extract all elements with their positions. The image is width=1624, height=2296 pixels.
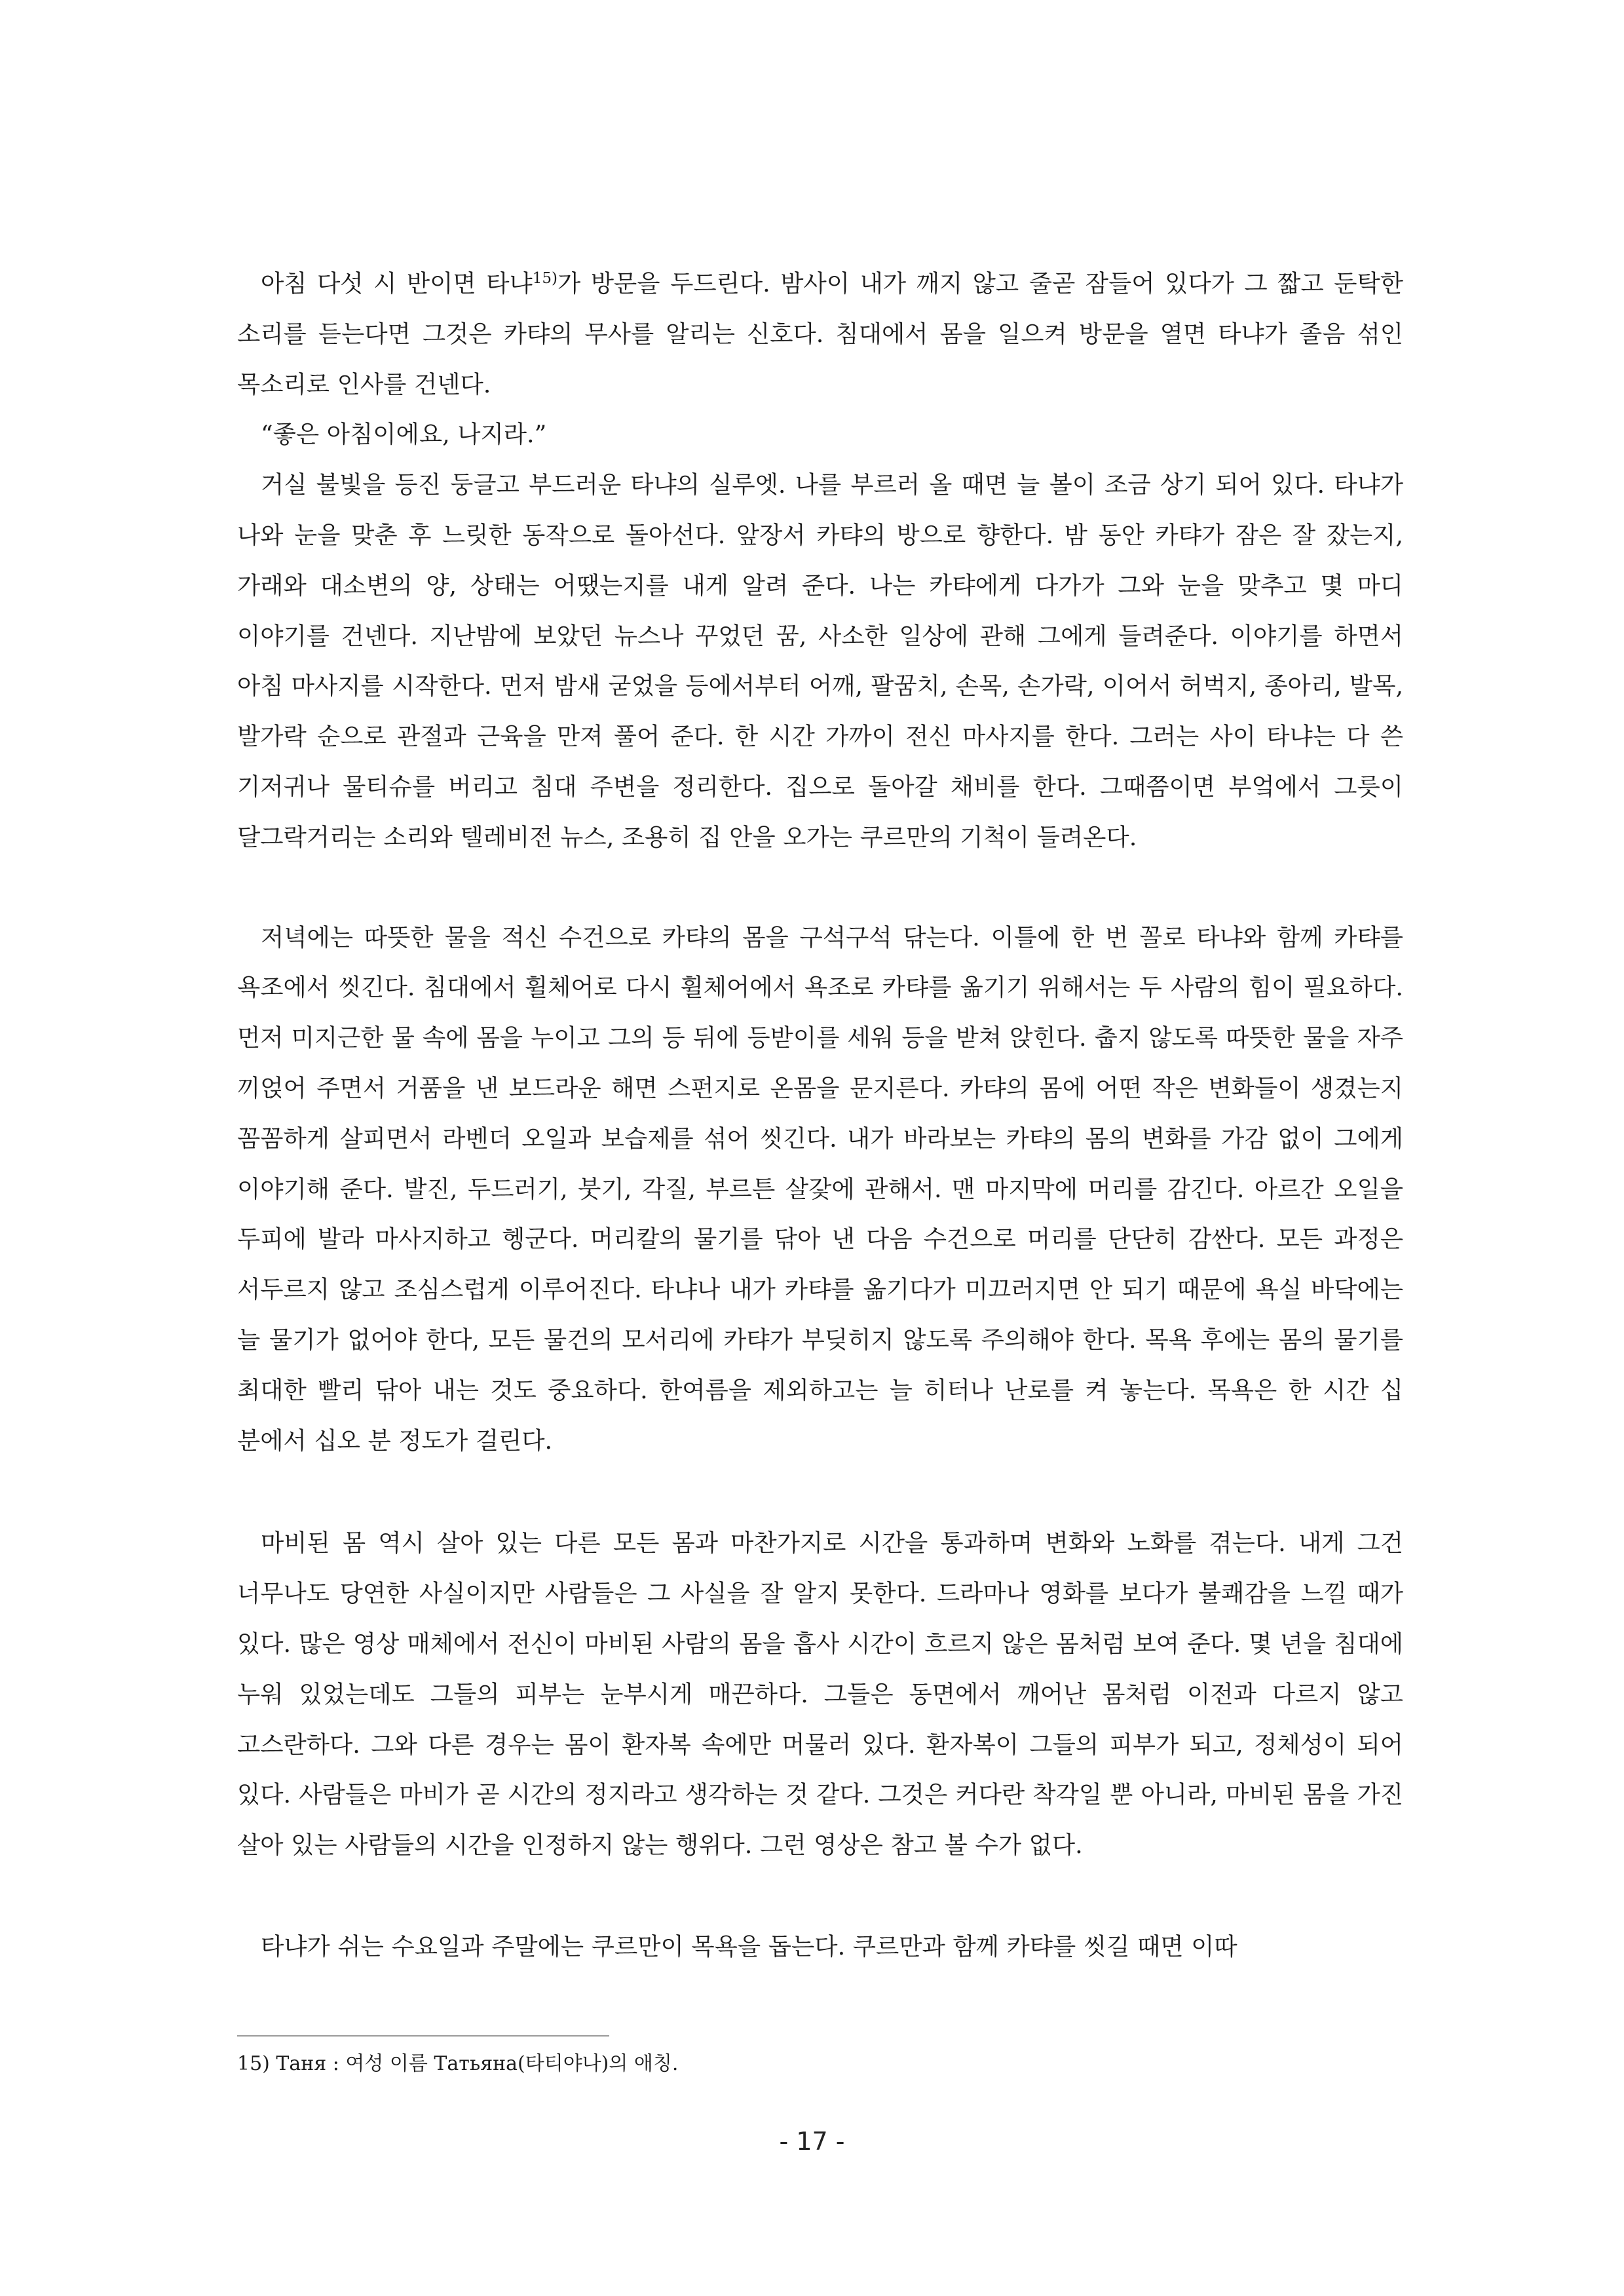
body-text xyxy=(237,259,1403,1972)
footnote-reference: 15) xyxy=(532,270,557,287)
paragraph-6: 타냐가 쉬는 수요일과 주말에는 쿠르만이 목욕을 돕는다. 쿠르만과 함께 카탸를 씻길 때면 이따 xyxy=(261,1932,1237,1961)
paragraph-3: 거실 불빛을 등진 둥글고 부드러운 타냐의 실루엣. 나를 부르러 올 때면 늘 볼이 조금 상기 되어 있다. 타냐가 나와 눈을 맞춘 후 느릿한 동작으로 돌아선다. 앞장서 카탸의 방으로 향한다. 밤 동안 카탸가 잠은 잘 잤는지, 가래와 대소변의 양, 상태는 어땠는지를 내게 알려 준다. 나는 카탸에게 다가가 그와 눈을 맞추고 몇 마디 이야기를 건넨다. 지난밤에 보았던 뉴스나 꾸었던 꿈, 사소한 일상에 관해 그에게 들려준다. 이야기를 하면서 아침 마사지를 시작한다. 먼저 밤새 굳었을 등에서부터 어깨, 팔꿈치, 손목, 손가락, 이어서 허벅지, 종아리, 발목, 발가락 순으로 관절과 근육을 만져 풀어 준다. 한 시간 가까이 전신 마사지를 한다. 그러는 사이 타냐는 다 쓴 기저귀나 물티슈를 버리고 침대 주변을 정리한다. 집으로 돌아갈 채비를 한다. 그때쯤이면 부엌에서 그릇이 달그락거리는 소리와 텔레비전 뉴스, 조용히 집 안을 오가는 쿠르만의 기척이 들려온다. xyxy=(237,470,1403,851)
paragraph-1-before-ref: 아침 다섯 시 반이면 타냐 xyxy=(261,269,533,297)
paragraph-1-after-ref: 가 방문을 두드린다. 밤사이 내가 깨지 않고 줄곧 잠들어 있다가 그 짧고 둔탁한 소리를 듣는다면 그것은 카탸의 무사를 알리는 신호다. 침대에서 몸을 일으켜 방문을 열면 타냐가 졸음 섞인 목소리로 인사를 건넨다. xyxy=(237,269,1404,398)
page-number: - 17 - xyxy=(779,2127,845,2156)
paragraph-4: 저녁에는 따뜻한 물을 적신 수건으로 카탸의 몸을 구석구석 닦는다. 이틀에 한 번 꼴로 타냐와 함께 카탸를 욕조에서 씻긴다. 침대에서 휠체어로 다시 휠체어에서 욕조로 카탸를 옮기기 위해서는 두 사람의 힘이 필요하다. 먼저 미지근한 물 속에 몸을 누이고 그의 등 뒤에 등받이를 세워 등을 받쳐 앉힌다. 춥지 않도록 따뜻한 물을 자주 끼얹어 주면서 거품을 낸 보드라운 해면 스펀지로 온몸을 문지른다. 카탸의 몸에 어떤 작은 변화들이 생겼는지 꼼꼼하게 살피면서 라벤더 오일과 보습제를 섞어 씻긴다. 내가 바라보는 카탸의 몸의 변화를 가감 없이 그에게 이야기해 준다. 발진, 두드러기, 붓기, 각질, 부르튼 살갗에 관해서. 맨 마지막에 머리를 감긴다. 아르간 오일을 두피에 발라 마사지하고 헹군다. 머리칼의 물기를 닦아 낸 다음 수건으로 머리를 단단히 감싼다. 모든 과정은 서두르지 않고 조심스럽게 이루어진다. 타냐나 내가 카탸를 옮기다가 미끄러지면 안 되기 때문에 욕실 바닥에는 늘 물기가 없어야 한다, 모든 물건의 모서리에 카탸가 부딪히지 않도록 주의해야 한다. 목욕 후에는 몸의 물기를 최대한 빨리 닦아 내는 것도 중요하다. 한여름을 제외하고는 늘 히터나 난로를 켜 놓는다. 목욕은 한 시간 십 분에서 십오 분 정도가 걸린다. xyxy=(237,923,1403,1455)
footnote-divider xyxy=(237,2035,609,2037)
paragraph-1 xyxy=(237,259,1403,410)
paragraph-5: 마비된 몸 역시 살아 있는 다른 모든 몸과 마찬가지로 시간을 통과하며 변화와 노화를 겪는다. 내게 그건 너무나도 당연한 사실이지만 사람들은 그 사실을 잘 알지 못한다. 드라마나 영화를 보다가 불쾌감을 느낄 때가 있다. 많은 영상 매체에서 전신이 마비된 사람의 몸을 흡사 시간이 흐르지 않은 몸처럼 보여 준다. 몇 년을 침대에 누워 있었는데도 그들의 피부는 눈부시게 매끈하다. 그들은 동면에서 깨어난 몸처럼 이전과 다르지 않고 고스란하다. 그와 다른 경우는 몸이 환자복 속에만 머물러 있다. 환자복이 그들의 피부가 되고, 정체성이 되어 있다. 사람들은 마비가 곧 시간의 정지라고 생각하는 것 같다. 그것은 커다란 착각일 뿐 아니라, 마비된 몸을 가진 살아 있는 사람들의 시간을 인정하지 않는 행위다. 그런 영상은 참고 볼 수가 없다. xyxy=(237,1529,1403,1860)
dialogue-line: “좋은 아침이에요, 나지라.” xyxy=(261,420,547,449)
footnote-text: 15) Таня : 여성 이름 Татьяна(타티야나)의 애칭. xyxy=(237,2052,679,2075)
